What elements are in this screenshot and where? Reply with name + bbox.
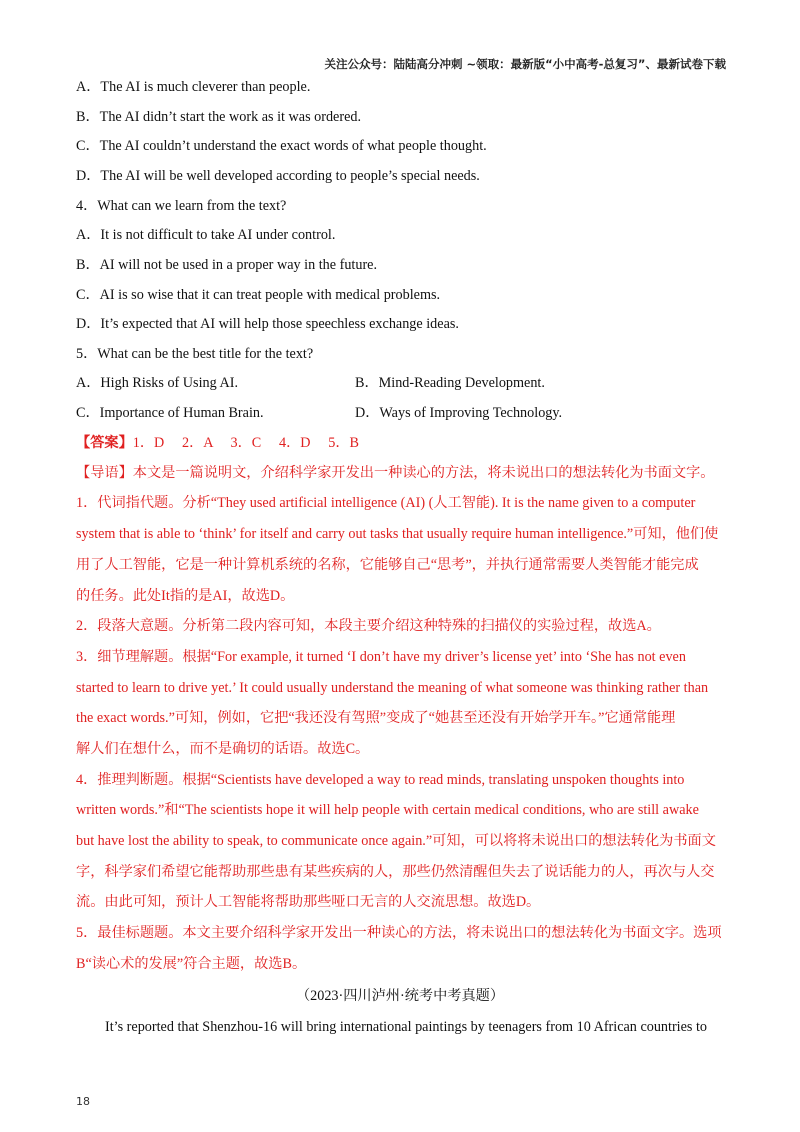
explanation-line: started to learn to drive yet.’ It could usually understand the meaning of what someone was thinking rather than [76,680,709,696]
q3-option-b: B．The AI didn’t start the work as it was ordered. [76,109,362,125]
explanation-line: 3．细节理解题。根据“For example, it turned ‘I don’t have my driver’s license yet’ into ‘She has not even [76,649,686,665]
q3-option-c: C．The AI couldn’t understand the exact words of what people thought. [76,138,487,154]
passage-first-line: It’s reported that Shenzhou-16 will bring international paintings by teenagers from 10 African countries to [105,1019,708,1035]
q3-option-d: D．The AI will be well developed according to people’s special needs. [76,168,480,184]
answer-values: 1．D 2．A 3．C 4．D 5．B [132,435,359,451]
explanation-line: B“读心术的发展”符合主题，故选B。 [76,956,307,972]
explanation-line: 流。由此可知，预计人工智能将帮助那些哑口无言的人交流思想。故选D。 [76,894,541,910]
explanation-line: 用了人工智能，它是一种计算机系统的名称，它能够自己“思考”，并执行通常需要人类智能才能完成 [76,557,699,573]
q5-option-c: C．Importance of Human Brain. [76,405,264,421]
explanation-line: 4．推理判断题。根据“Scientists have developed a way to read minds, translating unspoken thoughts into [76,772,685,788]
source-heading: （2023·四川泸州·统考中考真题） [295,988,505,1004]
q5-option-a: A．High Risks of Using AI. [76,375,238,391]
explanation-line: but have lost the ability to speak, to communicate once again.”可知，可以将将未说出口的想法转化为书面文 [76,833,716,849]
q5-option-b: B．Mind-Reading Development. [355,375,545,391]
q4-option-d: D．It’s expected that AI will help those speechless exchange ideas. [76,316,459,332]
explanation-line: 2．段落大意题。分析第二段内容可知，本段主要介绍这种特殊的扫描仪的实验过程，故选A。 [76,618,661,634]
explanation-line: 解人们在想什么，而不是确切的话语。故选C。 [76,741,370,757]
q5-stem: 5．What can be the best title for the text? [76,346,314,362]
explanation-line: the exact words.”可知，例如，它把“我还没有驾照”变成了“她甚至还没有开始学开车。”它通常能理 [76,710,676,726]
q4-option-a: A．It is not difficult to take AI under control. [76,227,336,243]
explanation-line: written words.”和“The scientists hope it will help people with certain medical conditions, who are still awake [76,802,699,818]
page-number: 18 [76,1095,90,1108]
page-header: 关注公众号：陆陆高分冲刺 ~领取：最新版“小中高考-总复习”、最新试卷下载 [324,57,726,71]
q4-option-b: B．AI will not be used in a proper way in the future. [76,257,378,273]
q3-option-a: A．The AI is much cleverer than people. [76,79,311,95]
guide-text: 【导语】本文是一篇说明文，介绍科学家开发出一种读心的方法，将未说出口的想法转化为书面文字。 [76,465,715,481]
explanation-line: 的任务。此处It指的是AI，故选D。 [76,588,295,604]
explanation-line: 5．最佳标题题。本文主要介绍科学家开发出一种读心的方法，将未说出口的想法转化为书面文字。选项 [76,925,722,941]
answer-tag: 【答案】 [76,435,133,451]
answer-line [76,434,359,452]
q4-stem: 4．What can we learn from the text? [76,198,287,214]
explanation-line: system that is able to ‘think’ for itself and carry out tasks that usually require human intelligence.”可知，他们使 [76,526,719,542]
q5-option-d: D．Ways of Improving Technology. [355,405,563,421]
explanation-line: 字，科学家们希望它能帮助那些患有某些疾病的人，那些仍然清醒但失去了说话能力的人，再次与人交 [76,864,715,880]
q4-option-c: C．AI is so wise that it can treat people with medical problems. [76,287,441,303]
explanation-line: 1．代词指代题。分析“They used artificial intelligence (AI) (人工智能). It is the name given to a computer [76,495,696,511]
